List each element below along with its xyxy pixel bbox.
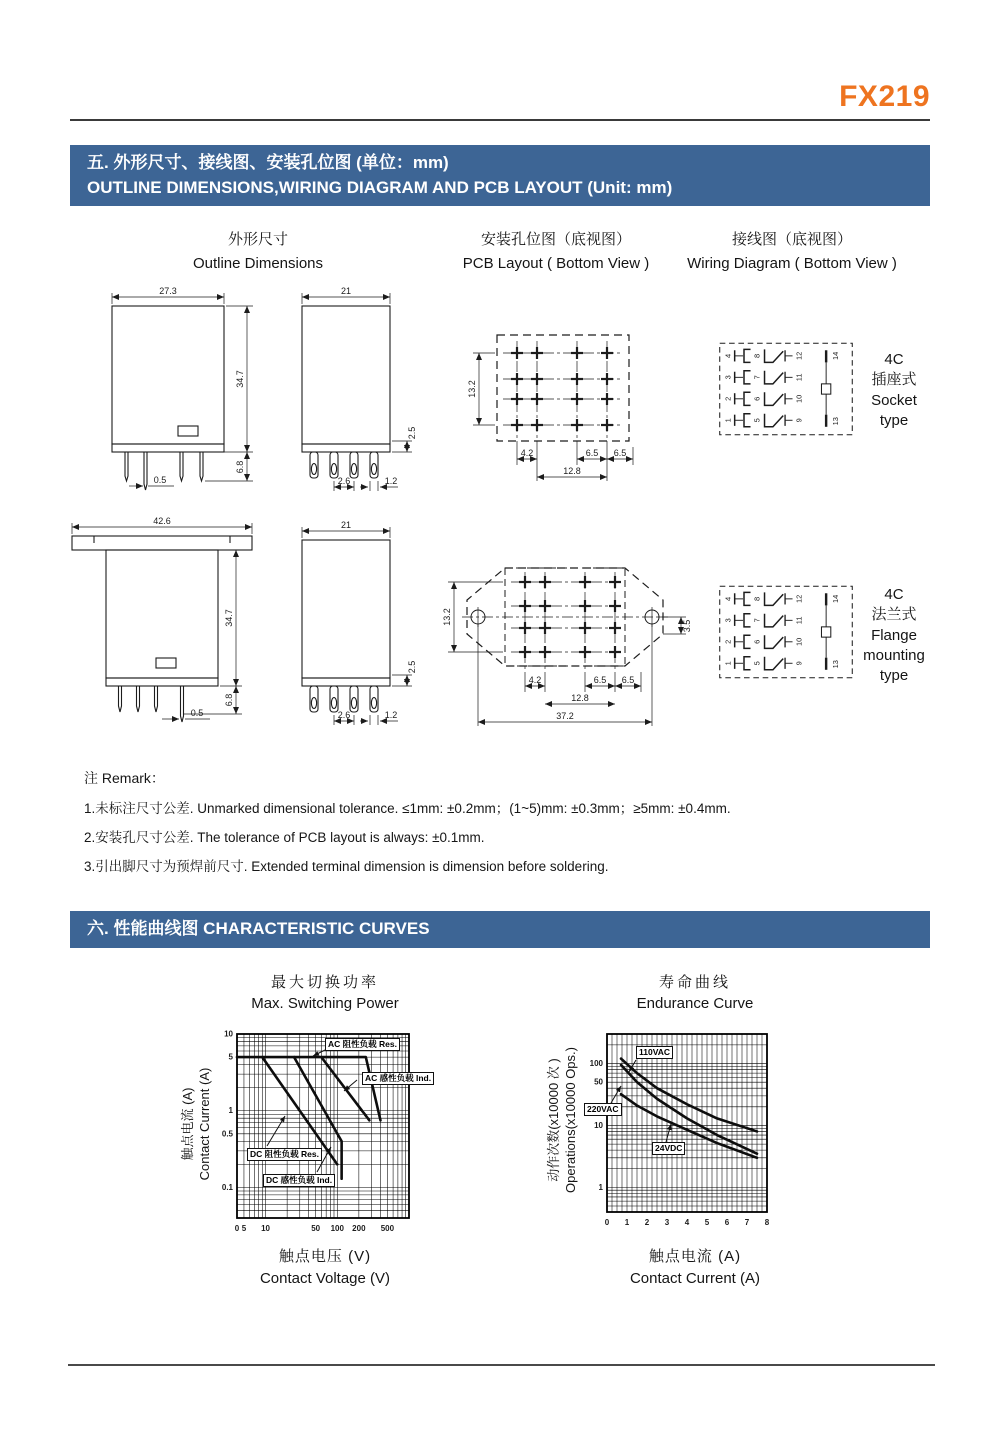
outline-side-flange-drawing — [280, 520, 420, 738]
dim-label: 4.2 — [528, 675, 542, 685]
column-header-outline-en: Outline Dimensions — [192, 255, 324, 272]
dim-label: 4.2 — [520, 448, 534, 458]
dim-label: 2.6 — [337, 476, 351, 486]
dim-label: 12.8 — [563, 466, 581, 476]
coil-symbol — [821, 350, 830, 427]
type-line: Socket — [871, 391, 917, 409]
dim-label: 2.5 — [407, 426, 417, 440]
pin-number: 6 — [752, 396, 762, 401]
pin-number: 14 — [830, 351, 840, 361]
pin-number: 1 — [723, 661, 733, 666]
y-tick-label: 5 — [228, 1052, 233, 1062]
curve-label-dc-res: DC 阻性负载 Res. — [247, 1148, 322, 1161]
type-line: mounting — [863, 646, 925, 664]
curve-label-24vdc: 24VDC — [652, 1142, 685, 1155]
chart-border — [237, 1034, 409, 1218]
curve-label-220vac: 220VAC — [584, 1103, 622, 1116]
chart-grid — [607, 1034, 767, 1212]
pin-number: 14 — [830, 594, 840, 604]
column-header-outline-zh: 外形尺寸 — [227, 231, 288, 248]
dim-label: 6.5 — [593, 675, 607, 685]
relay-body-outline — [112, 306, 224, 490]
chart1-plot — [205, 1030, 415, 1242]
pin-number: 2 — [723, 639, 733, 644]
pin-number: 9 — [794, 661, 804, 666]
dim-label: 6.8 — [224, 693, 234, 707]
x-tick-label: 100 — [330, 1224, 344, 1233]
dim-label: 37.2 — [556, 711, 574, 721]
relay-body-outline — [302, 540, 390, 712]
dim-label: 21 — [340, 286, 352, 296]
chart2-title-en: Endurance Curve — [636, 995, 754, 1012]
pin-number: 4 — [723, 596, 733, 601]
column-header-pcb — [436, 228, 676, 276]
pin-number: 7 — [752, 375, 762, 380]
x-tick-label: 7 — [744, 1218, 750, 1227]
y-tick-label: 50 — [594, 1077, 603, 1087]
dim-label: 1.2 — [384, 476, 398, 486]
x-tick-label: 0 — [604, 1218, 610, 1227]
curve-label-ac-ind: AC 感性负载 Ind. — [362, 1072, 434, 1085]
x-tick-label: 2 — [644, 1218, 650, 1227]
chart-grid — [237, 1034, 409, 1218]
y-tick-label: 10 — [594, 1120, 603, 1130]
dimension-lines — [448, 582, 686, 726]
pin-number: 3 — [723, 618, 733, 623]
wiring-diagram-socket — [716, 340, 856, 438]
remarks-block — [84, 768, 930, 875]
x-tick-label: 5 — [704, 1218, 710, 1227]
pin-number: 12 — [794, 351, 804, 361]
pin-number: 8 — [752, 596, 762, 601]
dim-label: 6.8 — [235, 460, 245, 474]
dim-label: 21 — [340, 520, 352, 530]
pcb-outline — [462, 568, 668, 666]
max-switching-power-chart — [175, 972, 475, 1307]
y-tick-label: 100 — [589, 1059, 603, 1069]
section5-title-zh: 五. 外形尺寸、接线图、安装孔位图 (单位：mm) — [87, 153, 449, 172]
type-line: type — [879, 667, 909, 684]
pcb-layout-socket-drawing — [443, 327, 687, 495]
curve-label-dc-ind: DC 感性负载 Ind. — [263, 1174, 335, 1187]
chart2-y-axis-label: 动作次数(x10000 次 ) Operations(x10000 Ops.) — [546, 1047, 578, 1193]
dim-label: 34.7 — [224, 609, 234, 627]
dim-label: 27.3 — [159, 286, 177, 296]
dim-label: 2.5 — [407, 660, 417, 674]
x-tick-label: 5 — [241, 1224, 247, 1233]
chart1-title-en: Max. Switching Power — [251, 995, 399, 1012]
column-header-wiring-zh: 接线图（底视图） — [731, 231, 852, 248]
section5-banner — [70, 145, 930, 206]
remark-title: 注 Remark： — [84, 770, 165, 786]
wiring-diagram-flange — [716, 583, 856, 681]
x-tick-label: 10 — [261, 1224, 270, 1233]
chart-ticks — [222, 1030, 395, 1234]
x-tick-label: 50 — [311, 1224, 321, 1233]
coil-symbol — [821, 593, 830, 670]
chart2-title-zh: 寿命曲线 — [658, 974, 731, 991]
pin-number: 3 — [723, 375, 733, 380]
x-tick-label: 8 — [764, 1218, 770, 1227]
pin-number: 1 — [723, 418, 733, 423]
pin-number: 12 — [794, 594, 804, 604]
pin-number: 13 — [830, 660, 840, 669]
pin-number: 4 — [723, 353, 733, 358]
section6-banner — [70, 911, 930, 948]
type-line: 4C — [884, 586, 904, 603]
dim-label: 0.5 — [153, 475, 167, 485]
dim-label: 6.5 — [613, 448, 627, 458]
dim-label: 42.6 — [153, 516, 171, 526]
type-line: 法兰式 — [871, 606, 917, 624]
x-tick-label: 200 — [352, 1224, 366, 1233]
chart1-y-axis-label: 触点电流 (A) Contact Current (A) — [180, 1067, 212, 1181]
dim-label: 0.5 — [190, 708, 204, 718]
pin-number: 9 — [794, 418, 804, 423]
y-tick-label: 10 — [224, 1029, 233, 1039]
outline-side-socket-drawing — [280, 286, 420, 504]
remark-line-3: 3.引出脚尺寸为预焊前尺寸. Extended terminal dimension is dimension before soldering. — [84, 859, 609, 874]
pin-number: 6 — [752, 639, 762, 644]
x-tick-label: 3 — [664, 1218, 670, 1227]
column-header-wiring — [658, 228, 926, 276]
pin-number: 11 — [794, 373, 804, 382]
pin-number: 10 — [794, 394, 804, 403]
dim-label: 6.5 — [585, 448, 599, 458]
remark-line-2: 2.安装孔尺寸公差. The tolerance of PCB layout is always: ±0.1mm. — [84, 830, 485, 845]
section5-title-en: OUTLINE DIMENSIONS,WIRING DIAGRAM AND PCB LAYOUT (Unit: mm) — [87, 177, 673, 197]
dim-label: 2.6 — [337, 710, 351, 720]
relay-body-outline — [302, 306, 390, 478]
dim-label: 13.2 — [442, 608, 452, 626]
model-number: FX219 — [839, 80, 930, 113]
chart1-title-zh: 最大切换功率 — [270, 974, 379, 991]
chart1-title — [175, 972, 475, 1014]
pin-number: 5 — [752, 661, 762, 666]
pin-number: 2 — [723, 396, 733, 401]
x-tick-label: 4 — [684, 1218, 690, 1227]
y-tick-label: 1 — [228, 1106, 233, 1116]
chart1-x-axis-label: 触点电压 (V) Contact Voltage (V) — [259, 1248, 391, 1287]
y-tick-label: 0.5 — [221, 1129, 233, 1139]
x-tick-label: 6 — [724, 1218, 730, 1227]
pin-hole-pattern — [511, 572, 621, 672]
x-tick-label: 500 — [380, 1224, 395, 1233]
column-header-wiring-en: Wiring Diagram ( Bottom View ) — [687, 255, 897, 272]
type-line: 插座式 — [871, 371, 917, 389]
outline-front-flange-drawing — [60, 518, 268, 740]
column-header-pcb-zh: 安装孔位图（底视图） — [480, 231, 631, 248]
dim-label: 1.2 — [384, 710, 398, 720]
endurance-curve-chart — [540, 972, 850, 1307]
pin-hole-pattern — [503, 341, 623, 447]
pin-number: 11 — [794, 616, 804, 625]
dim-label: 12.8 — [571, 693, 589, 703]
pin-number: 13 — [830, 417, 840, 426]
footer-rule — [68, 1364, 935, 1366]
chart2-x-axis-label: 触点电流 (A) Contact Current (A) — [629, 1248, 761, 1287]
chart2-title — [540, 972, 850, 1014]
chart2-plot — [573, 1030, 778, 1242]
pin-number: 8 — [752, 353, 762, 358]
mount-type-socket-label — [850, 350, 938, 431]
pcb-layout-flange-drawing — [428, 556, 702, 746]
section6-title: 六. 性能曲线图 CHARACTERISTIC CURVES — [87, 919, 430, 938]
curve-label-ac-res: AC 阻性负载 Res. — [325, 1038, 400, 1051]
y-tick-label: 1 — [598, 1182, 603, 1192]
mount-type-flange-label — [845, 585, 943, 686]
type-line: type — [879, 411, 909, 429]
x-tick-label: 0 — [234, 1224, 240, 1233]
y-tick-label: 0.1 — [221, 1182, 233, 1192]
x-tick-label: 1 — [624, 1218, 630, 1227]
dim-label: 13.2 — [467, 380, 477, 398]
remark-line-1: 1.未标注尺寸公差. Unmarked dimensional tolerance. ≤1mm: ±0.2mm；(1~5)mm: ±0.3mm；≥5mm: ±0.4mm. — [84, 801, 731, 816]
pin-number: 10 — [794, 637, 804, 646]
dim-label: 3.5 — [682, 619, 692, 633]
dim-label: 6.5 — [621, 675, 635, 685]
dim-label: 34.7 — [235, 370, 245, 388]
pin-number: 5 — [752, 418, 762, 423]
type-line: Flange — [871, 626, 917, 644]
header-rule — [70, 119, 930, 121]
curve-label-110vac: 110VAC — [636, 1046, 673, 1059]
pin-number: 7 — [752, 618, 762, 623]
column-header-outline — [148, 228, 368, 276]
type-line: 4C — [884, 351, 904, 368]
column-header-pcb-en: PCB Layout ( Bottom View ) — [462, 255, 650, 272]
outline-front-socket-drawing — [88, 286, 266, 504]
